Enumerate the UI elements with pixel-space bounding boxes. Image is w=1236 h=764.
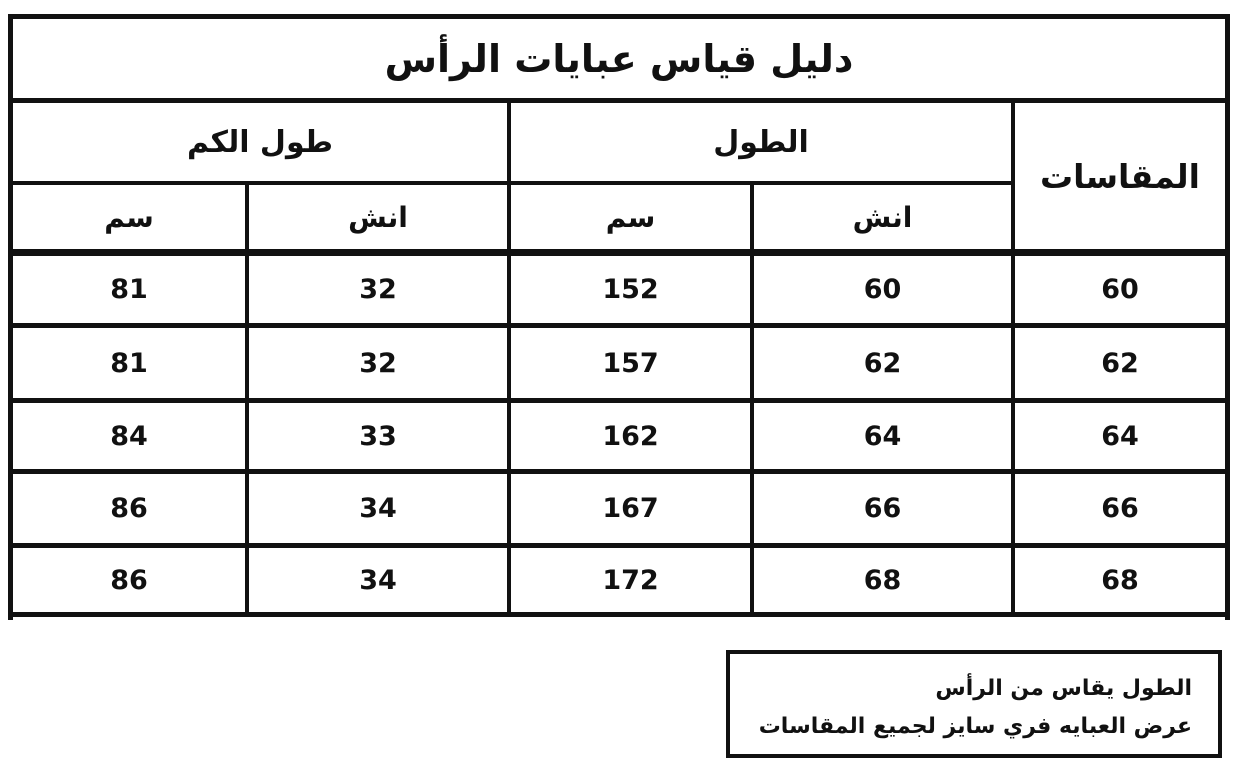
table-border-right — [1225, 14, 1230, 620]
header-sleeve-inch: انش — [348, 200, 408, 234]
cell-length-cm: 172 — [602, 564, 659, 596]
note-length-measured-from-head: الطول يقاس من الرأس — [935, 676, 1192, 701]
table-border-bottom — [8, 612, 1230, 617]
header-length: الطول — [713, 124, 809, 160]
cell-sleeve-inch: 34 — [359, 493, 397, 524]
cell-size: 66 — [1101, 493, 1139, 524]
header-sizes: المقاسات — [1040, 156, 1200, 196]
cell-length-cm: 157 — [602, 347, 659, 379]
cell-sleeve-cm: 84 — [110, 420, 148, 452]
cell-length-inch: 68 — [863, 564, 902, 596]
cell-length-cm: 167 — [602, 493, 659, 524]
cell-length-cm: 162 — [602, 420, 659, 452]
header-sleeve-cm: سم — [104, 200, 154, 234]
cell-sleeve-cm: 81 — [110, 274, 148, 305]
cell-length-inch: 66 — [863, 493, 902, 524]
cell-size: 62 — [1101, 347, 1139, 379]
cell-sleeve-cm: 86 — [110, 564, 148, 596]
cell-length-cm: 152 — [602, 274, 659, 305]
header-divider — [8, 249, 1230, 256]
cell-sleeve-cm: 86 — [110, 493, 148, 524]
cell-length-inch: 62 — [863, 347, 902, 379]
cell-length-inch: 60 — [863, 274, 902, 305]
header-length-inch: انش — [852, 200, 913, 234]
cell-sleeve-inch: 33 — [359, 420, 397, 452]
notes-box — [726, 650, 1222, 758]
cell-size: 68 — [1101, 564, 1139, 596]
cell-sleeve-inch: 32 — [359, 347, 397, 379]
header-sleeve-length: طول الكم — [186, 124, 334, 160]
page-title: دليل قياس عبايات الرأس — [384, 36, 854, 81]
header-length-cm: سم — [605, 200, 656, 234]
cell-sleeve-cm: 81 — [110, 347, 148, 379]
cell-size: 64 — [1101, 420, 1139, 452]
cell-sleeve-inch: 34 — [359, 564, 397, 596]
cell-sleeve-inch: 32 — [359, 274, 397, 305]
cell-length-inch: 64 — [863, 420, 902, 452]
note-free-size-width: عرض العبايه فري سايز لجميع المقاسات — [758, 714, 1192, 739]
cell-size: 60 — [1101, 274, 1139, 305]
